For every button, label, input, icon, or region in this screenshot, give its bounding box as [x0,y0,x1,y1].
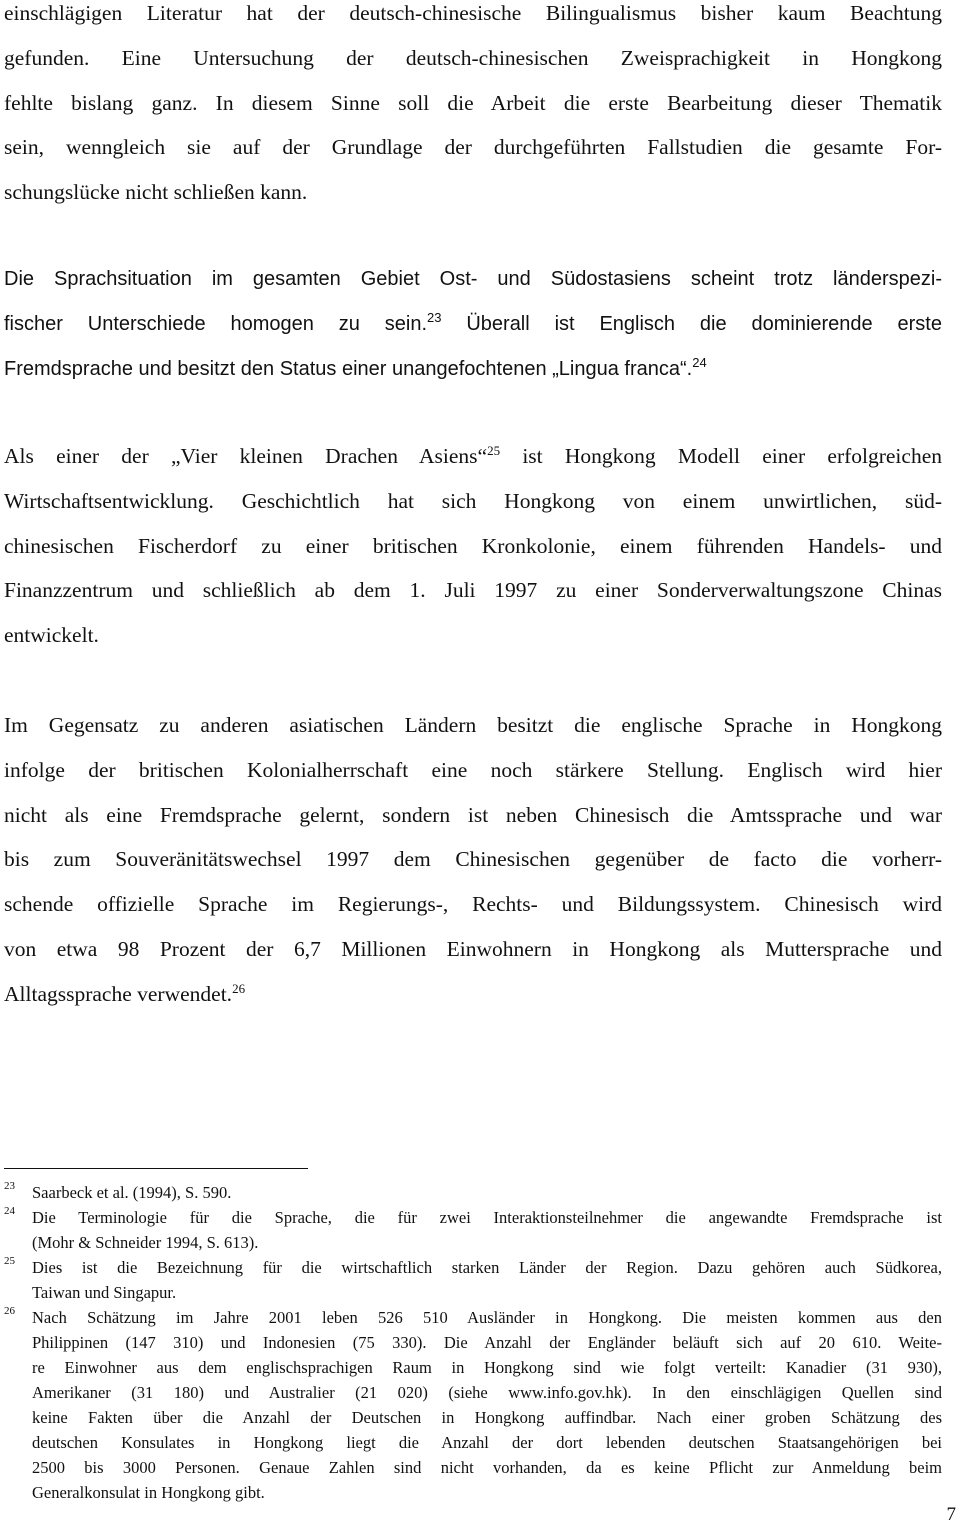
paragraph-line: infolge der britischen Kolonialherrschaft eine noch stärkere Stellung. Englisch wird hier [4,757,942,782]
footnote-number: 26 [4,1305,15,1317]
paragraph-line: Im Gegensatz zu anderen asiatischen Ländern besitzt die englische Sprache in Hongkong [4,713,942,737]
paragraph-line: Finanzzentrum und schließlich ab dem 1. Juli 1997 zu einer Sonderverwaltungszone Chinas [4,578,942,603]
paragraph-line: entwickelt. [4,623,99,648]
paragraph-line: Wirtschaftsentwicklung. Geschichtlich hat sich Hongkong von einem unwirtlichen, süd- [4,488,942,513]
footnote-line: deutschen Konsulates in Hongkong liegt die Anzahl der dort lebenden deutschen Staatsangehörigen bei [32,1433,942,1452]
paragraph-line: chinesischen Fischerdorf zu einer britischen Kronkolonie, einem führenden Handels- und [4,533,942,558]
footnote-24 [4,1205,942,1255]
page-number: 7 [946,1504,956,1525]
footnote-25 [4,1255,942,1305]
body-paragraph-3 [4,434,942,658]
footnote-line: Dies ist die Bezeichnung für die wirtschaftlich starken Länder der Region. Dazu gehören auch Südkorea, [32,1258,942,1277]
paragraph-line [4,972,942,1017]
footnote-separator [4,1168,308,1169]
paragraph-line: schende offizielle Sprache im Regierungs-, Rechts- und Bildungssystem. Chinesisch wird [4,892,942,917]
footnote-number: 24 [4,1205,15,1217]
paragraph-line: nicht als eine Fremdsprache gelernt, sondern ist neben Chinesisch die Amtssprache und war [4,802,942,827]
footnote-line: Philippinen (147 310) und Indonesien (75 330). Die Anzahl der Engländer beläuft sich auf 20 610. Weite- [32,1333,942,1352]
footnote-reference[interactable]: 24 [692,354,707,370]
footnote-number: 25 [4,1255,15,1267]
footnote-26 [4,1305,942,1505]
footnote-reference[interactable]: 25 [487,443,501,458]
footnote-23 [4,1180,942,1205]
footnote-number: 23 [4,1180,15,1192]
paragraph-line: gefunden. Eine Untersuchung der deutsch-chinesischen Zweisprachigkeit in Hongkong [4,45,942,70]
paragraph-line: fehlte bislang ganz. In diesem Sinne soll die Arbeit die erste Bearbeitung dieser Thematik [4,90,942,115]
paragraph-line: sein, wenngleich sie auf der Grundlage der durchgeführten Fallstudien die gesamte For- [4,135,942,160]
footnote-line: Saarbeck et al. (1994), S. 590. [32,1183,232,1202]
body-paragraph-2 [4,257,942,391]
line-text: Überall ist Englisch die dominierende erste [441,312,942,335]
line-text: Als einer der „Vier kleinen Drachen Asiens“ [4,444,488,468]
paragraph-line: Die Sprachsituation im gesamten Gebiet Ost- und Südostasiens scheint trotz länderspezi- [4,268,942,290]
footnote-line: 2500 bis 3000 Personen. Genaue Zahlen sind nicht vorhanden, da es keine Pflicht zur Anmeldung beim [32,1458,942,1477]
paragraph-line [4,302,942,347]
footnote-reference[interactable]: 23 [427,309,442,325]
footnote-line: Taiwan und Singapur. [32,1283,177,1302]
line-text: Fremdsprache und besitzt den Status einer unangefochtenen „Lingua franca“. [4,357,693,380]
footnote-line: Amerikaner (31 180) und Australier (21 020) (siehe www.info.gov.hk). In den einschlägigen Quellen sind [32,1383,942,1402]
paragraph-line: einschlägigen Literatur hat der deutsch-chinesische Bilingualismus bisher kaum Beachtung [4,1,942,25]
footnote-line: Die Terminologie für die Sprache, die für zwei Interaktionsteilnehmer die angewandte Fremdsprache ist [32,1208,942,1227]
line-text: ist Hongkong Modell einer erfolgreichen [500,444,942,468]
paragraph-line: schungslücke nicht schließen kann. [4,180,308,205]
paragraph-line: bis zum Souveränitätswechsel 1997 dem Chinesischen gegenüber de facto die vorherr- [4,847,942,872]
body-paragraph-4 [4,703,942,1017]
footnote-line: keine Fakten über die Anzahl der Deutschen in Hongkong auffindbar. Nach einer groben Schätzung des [32,1408,942,1427]
footnote-line: re Einwohner aus dem englischsprachigen Raum in Hongkong sind wie folgt verteilt: Kanadier (31 930), [32,1358,942,1377]
line-text: fischer Unterschiede homogen zu sein. [4,312,427,335]
paragraph-line [4,434,942,479]
line-text: Alltagssprache verwendet. [4,981,233,1006]
footnote-reference[interactable]: 26 [232,980,246,996]
footnote-line: Nach Schätzung im Jahre 2001 leben 526 510 Ausländer in Hongkong. Die meisten kommen aus den [32,1308,942,1327]
paragraph-line: von etwa 98 Prozent der 6,7 Millionen Einwohnern in Hongkong als Muttersprache und [4,936,942,961]
footnote-line: (Mohr & Schneider 1994, S. 613). [32,1233,259,1252]
footnote-line: Generalkonsulat in Hongkong gibt. [32,1483,265,1502]
paragraph-line [4,347,942,392]
footnotes [4,1180,942,1505]
body-paragraph-1 [4,0,942,215]
